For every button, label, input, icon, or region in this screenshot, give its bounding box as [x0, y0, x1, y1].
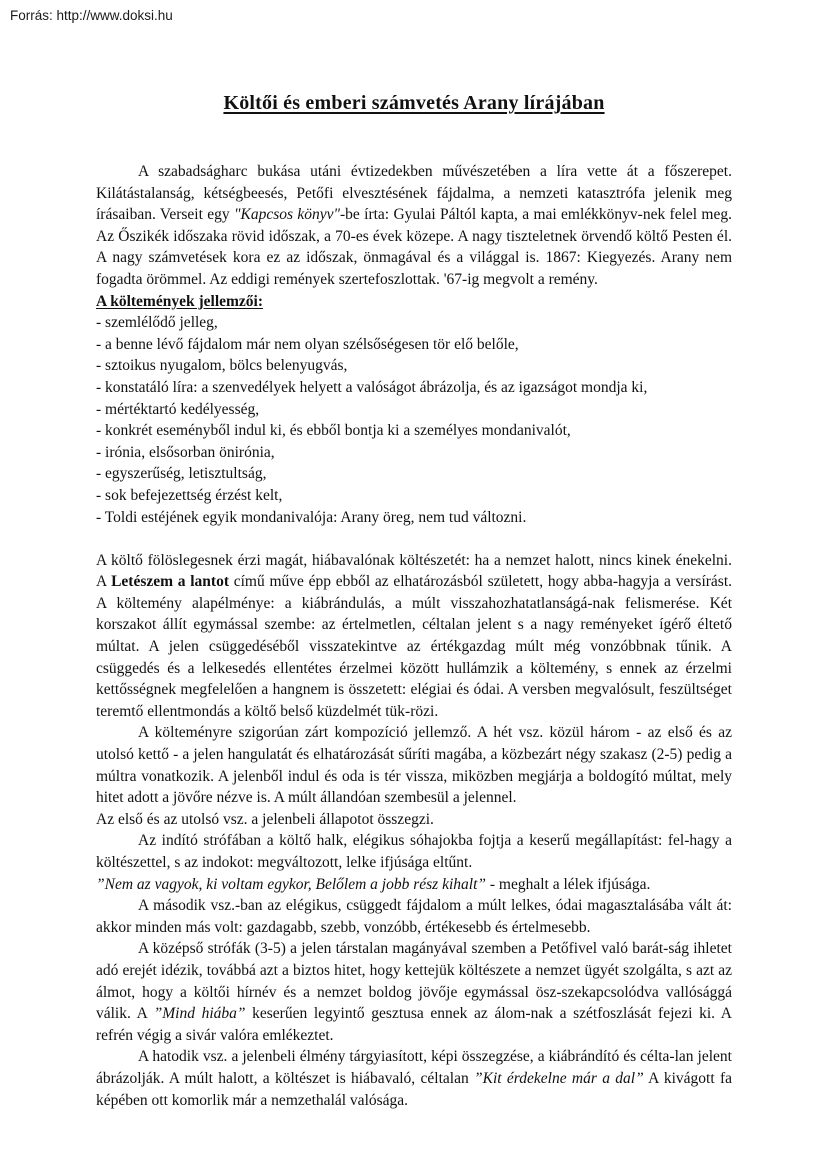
characteristics-heading: [96, 291, 732, 313]
italic-run: "Kapcsos könyv": [233, 206, 341, 224]
text-run: A költeményre szigorúan zárt kompozíció jellemző. A hét vsz. közül három - az első és az utolsó kettő - a jelen hangulatát és elhatározását sűríti magába, a közbezárt négy szakasz (2-5) pedig a múltra vonatkozik. A jelenből indul és oda is tér vissza, miközben megjárja a boldogító múltat, mely hitet adott a jövőre nézve is. A múlt állandóan szembesül a jelennel.: [96, 724, 732, 807]
list-item: [96, 377, 732, 399]
text-run: - Toldi estéjének egyik mondanivalója: Arany öreg, nem tud változni.: [96, 508, 527, 526]
document-body: [96, 161, 732, 1111]
italic-run: ”Nem az vagyok, ki voltam egykor, Belőlem a jobb rész kihalt”: [96, 875, 487, 893]
text-run: - szemlélődő jelleg,: [96, 314, 218, 332]
text-run: - konkrét eseményből indul ki, és ebből bontja ki a személyes mondanivalót,: [96, 422, 571, 440]
blank-line: [96, 528, 732, 550]
text-run: A kivágott fa képében ott komorlik már a nemzethalál valósága.: [96, 1069, 733, 1109]
first-strophe-paragraph: [96, 830, 732, 873]
text-run: A második vsz.-ban az elégikus, csüggedt fájdalom a múlt lelkes, ódai magasztalásába vált át: akkor minden más volt: gazdagabb, szebb, vonzóbb, értékesebb és értelmesebb.: [96, 897, 732, 936]
list-item: [96, 463, 732, 485]
text-run: - konstatáló líra: a szenvedélyek helyett a valóságot ábrázolja, és az igazságot mondja ki,: [96, 378, 648, 396]
text-run: - sok befejezettség érzést kelt,: [96, 486, 283, 504]
text-run: - meghalt a lélek ifjúsága.: [486, 875, 651, 893]
text-run: - sztoikus nyugalom, bölcs belenyugvás,: [96, 357, 348, 375]
text-run: Az első és az utolsó vsz. a jelenbeli állapotot összegzi.: [96, 810, 434, 828]
second-strophe-paragraph: [96, 895, 732, 938]
source-url-line: Forrás: http://www.doksi.hu: [10, 8, 173, 23]
list-item: [96, 507, 732, 529]
italic-run: ”Mind hiába”: [153, 1005, 246, 1023]
text-run: - mértéktartó kedélyesség,: [96, 400, 260, 418]
text-run: című műve épp ebből az elhatározásból született, hogy abba-hagyja a versírást. A költemény alapélménye: a kiábrándulás, a múlt visszahozhatatlanságá-nak felismerése. Két korszakot állít egymással szembe: az értelmetlen, céltalan jelent s a nagy reményeket ígérő éltető múltat. A jelen csüggedéséből visszatekintve az értékgazdag múlt még vonzóbbnak tűnik. A csüggedés és a lelkesedés ellentétes érzelmei között hullámzik a költemény, s ennek az érzelmi kettősségnek megfelelően a hangnem is összetett: elégiai és ódai. A versben megvalósult, feszültséget teremtő ellentmondás a költő belső küzdelmét tük-rözi.: [96, 573, 733, 720]
list-item: [96, 442, 732, 464]
text-run: A középső strófák (3-5) a jelen társtalan magányával szemben a Petőfivel való barát-ság ihletet adó erejét idézik, továbbá azt a biztos hitet, hogy kettejük költészete a nemzet ügyét szolgálta, s azt az álmot, hogy a költői hírnév és a nemzet boldog jövője egymással ösz-szekapcsolódva vallósággá válik. A: [96, 940, 732, 1023]
list-item: [96, 420, 732, 442]
bold-run: Letészem a lantot: [111, 573, 229, 591]
text-run: - a benne lévő fájdalom már nem olyan szélsőségesen tör elő belőle,: [96, 335, 519, 353]
poem-context-paragraph: [96, 550, 732, 723]
middle-strophes-paragraph: [96, 938, 732, 1046]
text-run: - egyszerűség, letisztultság,: [96, 465, 267, 483]
sixth-strophe-paragraph: [96, 1046, 732, 1111]
list-item: [96, 355, 732, 377]
list-item: [96, 334, 732, 356]
italic-run: ”Kit érdekelne már a dal”: [474, 1069, 644, 1087]
list-item: [96, 312, 732, 334]
text-run: keserűen legyintő gesztusa ennek az álom-nak a szétfoszlását fejezi ki. A refrén végig a sivár valóra emlékeztet.: [96, 1005, 732, 1044]
list-item: [96, 485, 732, 507]
summary-line: [96, 809, 732, 831]
quote-line: [96, 874, 732, 896]
text-run: A költő fölöslegesnek érzi magát, hiábavalónak költészetét: ha a nemzet halott, nincs kinek énekelni. A: [96, 551, 732, 591]
text-run: -be írta: Gyulai Páltól kapta, a mai emlékkönyv-nek felel meg. Az Őszikék időszaka rövid időszak, a 70-es évek közepe. A nagy tiszteletnek örvendő költő Pesten él. A nagy számvetések kora ez az időszak, önmagával és a világgal is. 1867: Kiegyezés. Arany nem fogadta örömmel. Az eddigi remények szertefoszlottak. '67-ig megvolt a remény.: [96, 206, 732, 288]
text-run: A hatodik vsz. a jelenbeli élmény tárgyiasított, képi összegzése, a kiábrándító és célta-lan jelent ábrázolják. A múlt halott, a költészet is hiábavaló, céltalan: [96, 1048, 732, 1087]
text-run: A költemények jellemzői:: [96, 292, 264, 310]
page-title: Költői és emberi számvetés Arany lírájában: [223, 92, 605, 114]
list-item: [96, 399, 732, 421]
text-run: - irónia, elsősorban önirónia,: [96, 443, 275, 461]
document-page-column: [96, 0, 732, 1111]
text-run: A szabadságharc bukása utáni évtizedekben művészetében a líra vette át a főszerepet. Kilátástalanság, kétségbeesés, Petőfi elvesztésének fájdalma, a nemzeti katasztrófa jelenik meg írásaiban. Verseit egy: [96, 163, 732, 224]
text-run: Az indító strófában a költő halk, elégikus sóhajokba fojtja a keserű megállapítást: fel-hagy a költészettel, s az indokot: megváltozott, lelke ifjúsága eltűnt.: [96, 832, 732, 871]
composition-paragraph: [96, 722, 732, 808]
intro-paragraph: [96, 161, 732, 291]
